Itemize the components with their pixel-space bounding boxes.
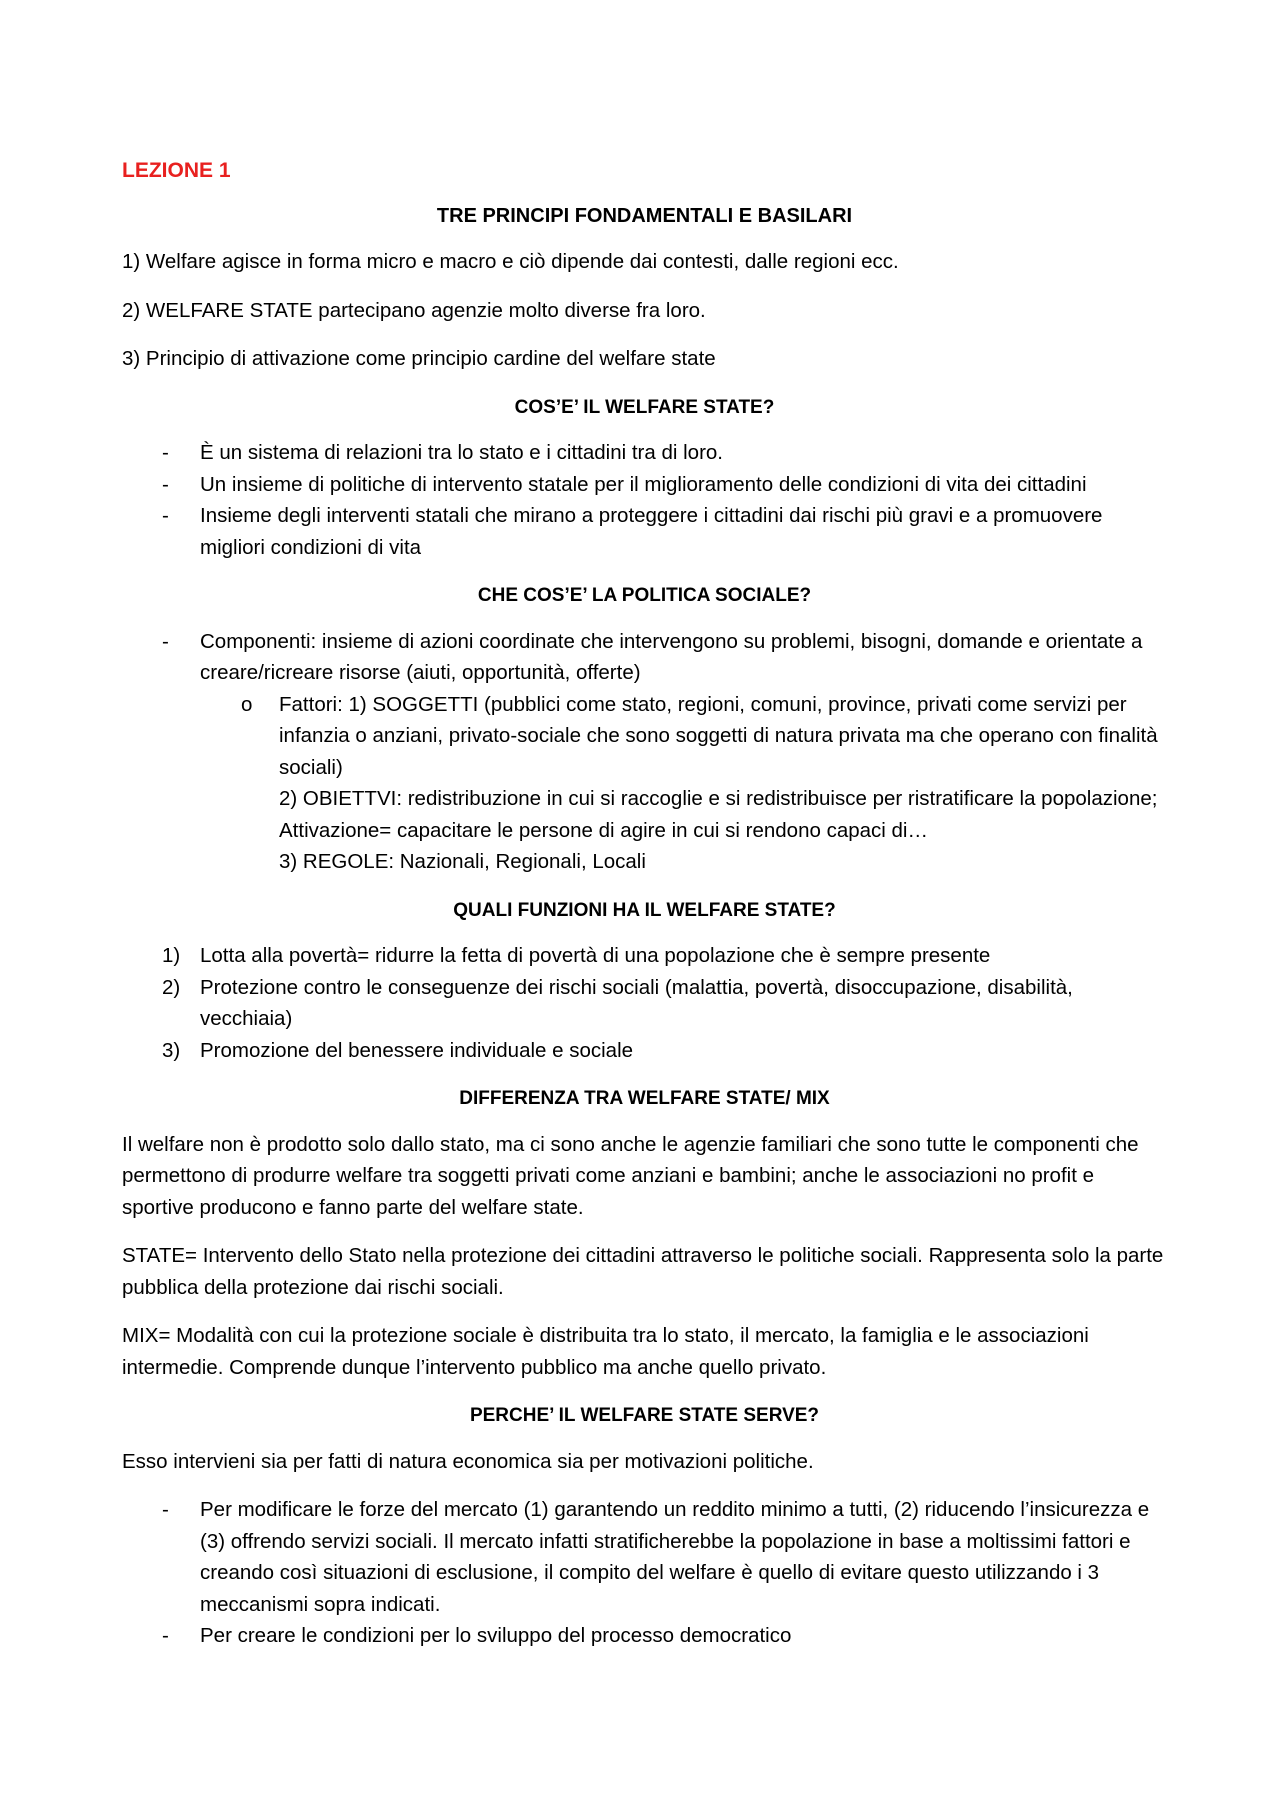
heading-politica-sociale: CHE COS’E’ LA POLITICA SOCIALE? bbox=[477, 585, 812, 606]
document-page bbox=[122, 155, 1167, 1669]
dash-marker: - bbox=[162, 504, 169, 527]
number-marker: 3) bbox=[162, 1038, 181, 1062]
list-item-text: È un sistema di relazioni tra lo stato e i cittadini tra di loro. bbox=[200, 441, 723, 464]
funzioni-list bbox=[122, 940, 1167, 1066]
list-item bbox=[122, 1035, 1167, 1067]
lesson-title: LEZIONE 1 bbox=[122, 159, 231, 182]
heading-perche: PERCHE’ IL WELFARE STATE SERVE? bbox=[469, 1405, 820, 1426]
politica-list bbox=[122, 626, 1167, 689]
differenza-paragraph-1: Il welfare non è prodotto solo dallo stato, ma ci sono anche le agenzie familiari che sono tutte le componenti che permettono di produrre welfare tra soggetti privati come anziani e bambini; anche le associazioni no profit e sportive producono e fanno parte del welfare state. bbox=[122, 1132, 1139, 1219]
circle-marker: o bbox=[241, 692, 253, 716]
number-marker: 1) bbox=[162, 944, 181, 967]
list-item-text: Insieme degli interventi statali che mirano a proteggere i cittadini dai rischi più gravi e a promuovere migliori condizioni di vita bbox=[200, 504, 1103, 559]
list-item bbox=[122, 1494, 1167, 1620]
principio-3: 3) Principio di attivazione come principio cardine del welfare state bbox=[122, 347, 716, 370]
dash-marker: - bbox=[162, 629, 169, 653]
differenza-paragraph-mix: MIX= Modalità con cui la protezione sociale è distribuita tra lo stato, il mercato, la famiglia e le associazioni intermedie. Comprende dunque l’intervento pubblico ma anche quello privato. bbox=[122, 1324, 1089, 1379]
heading-cose-welfare: COS’E’ IL WELFARE STATE? bbox=[514, 396, 775, 418]
heading-funzioni: QUALI FUNZIONI HA IL WELFARE STATE? bbox=[453, 899, 836, 921]
differenza-paragraph-state: STATE= Intervento dello Stato nella protezione dei cittadini attraverso le politiche sociali. Rappresenta solo la parte pubblica della protezione dai rischi sociali. bbox=[122, 1244, 1164, 1299]
list-item-text: Un insieme di politiche di intervento statale per il miglioramento delle condizioni di vita dei cittadini bbox=[200, 472, 1087, 496]
list-item-text: Protezione contro le conseguenze dei rischi sociali (malattia, povertà, disoccupazione, disabilità, vecchiaia) bbox=[200, 975, 1073, 1030]
list-item-text: Per modificare le forze del mercato (1) garantendo un reddito minimo a tutti, (2) riducendo l’insicurezza e (3) offrendo servizi sociali. Il mercato infatti stratificherebbe la popolazione in base a moltissimi fattori e creando così situazioni di esclusione, il compito del welfare è quello di evitare questo utilizzando i 3 meccanismi sopra indicati. bbox=[200, 1498, 1150, 1616]
list-item bbox=[122, 940, 1167, 972]
perche-list bbox=[122, 1494, 1167, 1652]
heading-principi: TRE PRINCIPI FONDAMENTALI E BASILARI bbox=[436, 204, 853, 227]
dash-marker: - bbox=[162, 1498, 169, 1521]
principio-1: 1) Welfare agisce in forma micro e macro e ciò dipende dai contesti, dalle regioni ecc. bbox=[122, 250, 899, 273]
number-marker: 2) bbox=[162, 975, 181, 999]
fattori-regole: 3) REGOLE: Nazionali, Regionali, Locali bbox=[279, 850, 646, 873]
perche-intro: Esso intervieni sia per fatti di natura economica sia per motivazioni politiche. bbox=[122, 1449, 814, 1473]
sub-list-item bbox=[122, 689, 1167, 878]
cose-list bbox=[122, 437, 1167, 563]
list-item-text: Promozione del benessere individuale e sociale bbox=[200, 1038, 634, 1062]
list-item bbox=[122, 1620, 1167, 1652]
list-item-text: Lotta alla povertà= ridurre la fetta di povertà di una popolazione che è sempre presente bbox=[200, 944, 991, 967]
list-item-text: Componenti: insieme di azioni coordinate che intervengono su problemi, bisogni, domande e orientate a creare/ricreare risorse (aiuti, opportunità, offerte) bbox=[200, 629, 1143, 684]
list-item bbox=[122, 437, 1167, 469]
list-item bbox=[122, 500, 1167, 563]
dash-marker: - bbox=[162, 472, 169, 496]
principio-2: 2) WELFARE STATE partecipano agenzie molto diverse fra loro. bbox=[122, 298, 706, 322]
fattori-obiettivi: 2) OBIETTVI: redistribuzione in cui si raccoglie e si redistribuisce per ristratificare la popolazione; Attivazione= capacitare le persone di agire in cui si rendono capaci di… bbox=[279, 787, 1158, 842]
fattori-sublist bbox=[122, 689, 1167, 878]
dash-marker: - bbox=[162, 441, 169, 464]
list-item bbox=[122, 972, 1167, 1035]
dash-marker: - bbox=[162, 1624, 169, 1647]
heading-differenza: DIFFERENZA TRA WELFARE STATE/ MIX bbox=[459, 1088, 830, 1109]
list-item bbox=[122, 626, 1167, 689]
list-item-text: Per creare le condizioni per lo sviluppo del processo democratico bbox=[200, 1624, 792, 1647]
list-item bbox=[122, 469, 1167, 501]
fattori-soggetti: Fattori: 1) SOGGETTI (pubblici come stato, regioni, comuni, province, privati come servizi per infanzia o anziani, privato-sociale che sono soggetti di natura privata ma che operano con finalità sociali) bbox=[279, 692, 1158, 779]
